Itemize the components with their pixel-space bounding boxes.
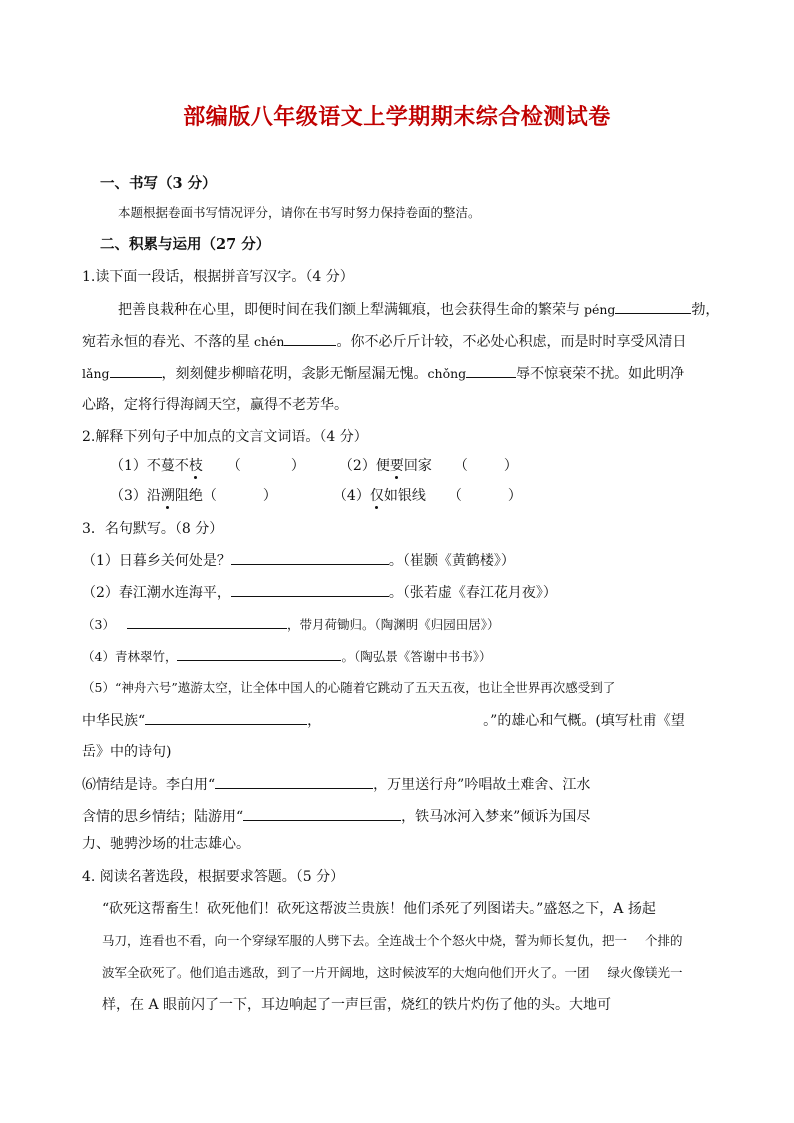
q3-line-2 <box>82 582 557 603</box>
q3-stem: 3．名句默写。（8 分） <box>82 521 224 537</box>
q1-line-1 <box>118 299 719 320</box>
q2-paren-open: （ <box>226 458 241 474</box>
q3-text: （3） <box>82 617 115 632</box>
q3-text: （2）春江潮水连海平， <box>82 585 231 601</box>
q1-text: ，刻刻健步柳暗花明，衾影无惭屋漏无愧。 <box>161 366 428 382</box>
q3-blank-4[interactable] <box>177 646 341 661</box>
q2-dotted-word: 溯 <box>160 488 175 504</box>
q3-blank-1[interactable] <box>231 550 389 565</box>
q4-stem: 4. 阅读名著选段，根据要求答题。（5 分） <box>82 869 345 885</box>
q3-blank-2[interactable] <box>231 582 389 597</box>
pinyin-lang: lǎng <box>82 366 110 381</box>
q4-text: 个排的 <box>645 933 683 948</box>
q1-stem: 1.读下面一段话，根据拼音写汉字。（4 分） <box>82 269 354 285</box>
q2-paren-close: ） <box>507 488 522 504</box>
section-1-heading: 一、书写（3 分） <box>100 175 217 192</box>
q3-text: 含情的思乡情结；陆游用“ <box>82 809 244 825</box>
q3-line-6c: 力、驰骋沙场的壮志雄心。 <box>82 836 250 852</box>
q4-line-3 <box>102 963 683 983</box>
q1-text: 辱不惊衰荣不扰。如此明净 <box>516 366 685 382</box>
q2-item-4-text: 如银线 <box>383 488 426 504</box>
q3-line-5b <box>82 710 685 731</box>
q3-source: 。（崔颢《黄鹤楼》） <box>388 553 515 569</box>
q3-blank-3[interactable] <box>127 614 287 629</box>
q3-source: ，带月荷锄归。（陶渊明《归园田居》） <box>286 617 500 632</box>
q4-text: 绿火像镁光一 <box>607 965 683 980</box>
q2-dotted-word: 枝 <box>188 458 203 474</box>
q1-blank-2[interactable] <box>284 331 336 346</box>
q3-source: 。（张若虚《春江花月夜》） <box>388 585 557 601</box>
q3-blank-5a[interactable] <box>145 710 307 725</box>
q1-blank-1[interactable] <box>615 299 691 314</box>
q3-text: ⑹情结是诗。李白用“ <box>82 777 216 793</box>
q3-line-5: （5）“神舟六号”遨游太空，让全体中国人的心随着它跳动了五天五夜，也让全世界再次感受到了 <box>82 680 616 695</box>
q2-dotted-word: 要 <box>389 458 404 474</box>
q2-paren-close: ） <box>290 458 305 474</box>
q2-row-1 <box>110 456 518 476</box>
section-2-heading: 二、积累与运用（27 分） <box>100 236 271 253</box>
q3-text: （1）日暮乡关何处是？ <box>82 553 231 569</box>
q3-line-5c: 岳》中的诗句) <box>82 744 172 760</box>
q2-item-3-text: 阻绝（ <box>174 488 217 504</box>
q2-dotted-word: 仅 <box>369 488 384 504</box>
q2-item-2-text: 回家 <box>403 458 432 474</box>
q1-text: 把善良栽种在心里，即便时间在我们额上犁满辄痕，也会获得生命的繁荣与 <box>118 302 580 318</box>
q3-line-6b <box>82 806 590 827</box>
q3-source: 。（陶弘景《答谢中书书》） <box>341 649 492 664</box>
q1-blank-3[interactable] <box>110 363 162 378</box>
q1-text: 。你不必斤斤计较，不必处心积虑，而是时时享受风清日 <box>336 334 687 350</box>
page-title: 部编版八年级语文上学期期末综合检测试卷 <box>183 105 611 130</box>
q2-paren-close: ） <box>503 458 518 474</box>
q3-line-4 <box>82 646 491 667</box>
q2-paren-close: ） <box>262 488 277 504</box>
q3-text: 。”的雄心和气概。(填写杜甫《望 <box>483 713 685 729</box>
q3-text: ， <box>307 713 322 729</box>
q2-row-2 <box>110 486 522 506</box>
q3-blank-6a[interactable] <box>215 774 373 789</box>
q4-text: 波军全砍死了。他们追击逃敌，到了一片开阔地，这时候波军的大炮向他们开火了。一团 <box>102 965 590 980</box>
q1-text: 勃， <box>691 302 720 318</box>
q2-paren-open: （ <box>453 458 468 474</box>
section-1-desc: 本题根据卷面书写情况评分，请你在书写时努力保持卷面的整洁。 <box>118 205 481 220</box>
q4-line-1: “砍死这帮畜生！砍死他们！砍死这帮波兰贵族！他们杀死了列图诺夫。”盛怒之下，A 扬起 <box>102 901 656 917</box>
q1-text: 宛若永恒的春光、不落的星 <box>82 334 250 350</box>
q1-line-2 <box>82 331 686 352</box>
q3-line-1 <box>82 550 515 571</box>
q3-text: ，万里送行舟”吟唱故土难舍、江水 <box>373 777 591 793</box>
q1-line-3 <box>82 363 684 384</box>
q3-line-3 <box>82 614 499 635</box>
q2-paren-open: （ <box>447 488 462 504</box>
q4-text: 马刀，连看也不看，向一个穿绿军服的人劈下去。全连战士个个怒火中烧，誓为师长复仇，把一 <box>102 933 628 948</box>
q3-text: ，铁马冰河入梦来”倾诉为国尽 <box>401 809 591 825</box>
pinyin-peng: péng <box>580 302 616 317</box>
q1-blank-4[interactable] <box>466 363 516 378</box>
q2-stem: 2.解释下列句子中加点的文言文词语。（4 分） <box>82 429 368 445</box>
q1-line-4: 心路，定将行得海阔天空，赢得不老芳华。 <box>82 397 348 413</box>
pinyin-chong: chǒng <box>427 366 467 381</box>
q2-item-3: （3）沿 <box>110 488 161 504</box>
q3-text: 中华民族“ <box>82 713 146 729</box>
q2-item-4: （4） <box>332 488 370 504</box>
q2-item-1: （1）不蔓不 <box>110 458 189 474</box>
q4-line-2 <box>102 931 683 951</box>
q2-item-2: （2）便 <box>338 458 390 474</box>
q3-text: （4）青林翠竹， <box>82 649 178 664</box>
pinyin-chen: chén <box>250 334 285 349</box>
q4-line-4: 样，在 A 眼前闪了一下，耳边响起了一声巨雷，烧红的铁片灼伤了他的头。大地可 <box>102 997 612 1013</box>
q3-line-6 <box>82 774 590 795</box>
q3-blank-6b[interactable] <box>243 806 401 821</box>
